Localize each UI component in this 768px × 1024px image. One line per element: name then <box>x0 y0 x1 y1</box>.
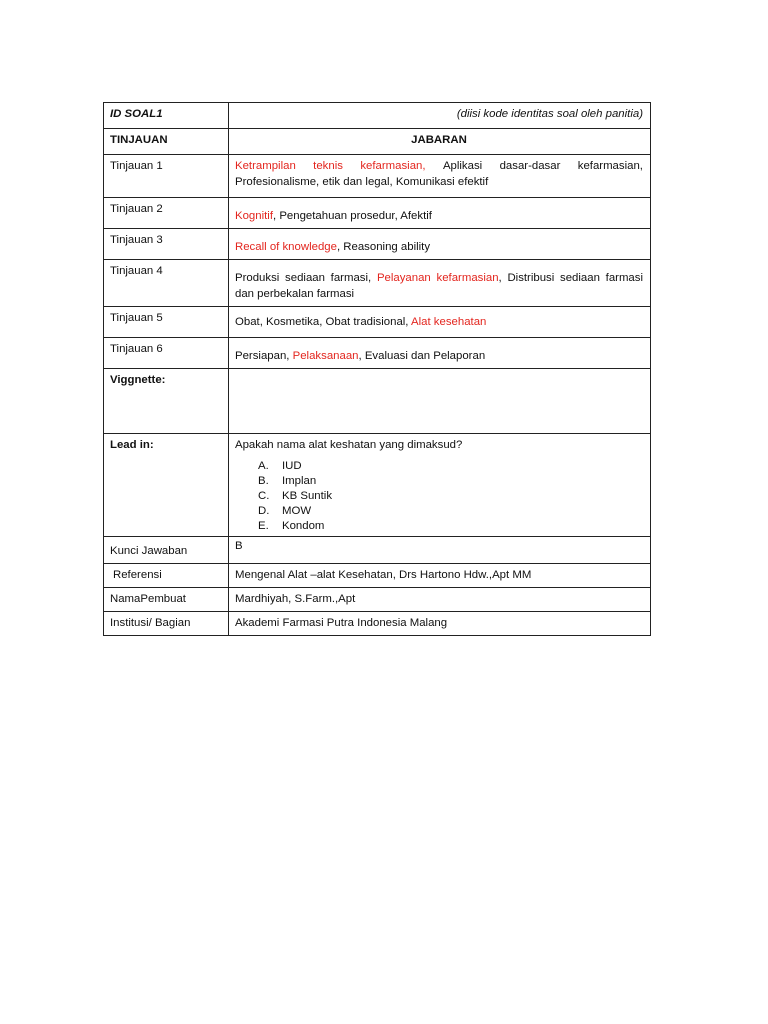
tinjauan-1-word: kefarmasian, <box>360 160 426 172</box>
tinjauan-2-highlight: Kognitif <box>235 210 273 222</box>
tinjauan-3-value <box>229 229 651 260</box>
tinjauan-6-value <box>229 338 651 369</box>
tinjauan-6-pre: Persiapan, <box>235 350 293 362</box>
option-text: Implan <box>282 475 317 487</box>
option-text: Kondom <box>282 520 325 532</box>
tinjauan-1-value <box>229 155 651 198</box>
tinjauan-1-word: Aplikasi <box>442 160 483 172</box>
tinjauan-1-word: dasar-dasar <box>499 160 561 172</box>
id-note: (diisi kode identitas soal oleh panitia) <box>229 103 651 129</box>
option-letter: A. <box>258 460 269 472</box>
tinjauan-4-post: , Distribusi sediaan farmasi dan perbekalan farmasi <box>235 272 643 300</box>
tinjauan-4-label: Tinjauan 4 <box>104 260 229 307</box>
kunci-jawaban-label: Kunci Jawaban <box>104 537 229 564</box>
tinjauan-6-post: , Evaluasi dan Pelaporan <box>358 350 486 362</box>
vignette-value <box>229 369 651 434</box>
tinjauan-5-highlight: Alat kesehatan <box>411 316 487 328</box>
tinjauan-6-highlight: Pelaksanaan <box>292 350 359 362</box>
answer-option <box>258 459 643 474</box>
lead-in-row <box>104 434 651 537</box>
tinjauan-1-word: teknis <box>313 160 343 172</box>
lead-in-label: Lead in: <box>104 434 229 537</box>
option-text: IUD <box>282 460 302 472</box>
option-text: MOW <box>282 505 312 517</box>
option-letter: E. <box>258 520 269 532</box>
institusi-row <box>104 612 651 636</box>
tinjauan-1-word: kefarmasian, <box>577 160 643 172</box>
nama-pembuat-label: NamaPembuat <box>104 588 229 612</box>
tinjauan-5-row <box>104 307 651 338</box>
lead-in-question: Apakah nama alat keshatan yang dimaksud? <box>235 439 463 451</box>
tinjauan-6-label: Tinjauan 6 <box>104 338 229 369</box>
option-letter: D. <box>258 505 270 517</box>
tinjauan-4-row <box>104 260 651 307</box>
id-row <box>104 103 651 129</box>
tinjauan-1-line1 <box>235 158 643 174</box>
tinjauan-1-label: Tinjauan 1 <box>104 155 229 198</box>
tinjauan-2-rest: , Pengetahuan prosedur, Afektif <box>273 210 432 222</box>
kunci-jawaban-value: B <box>229 537 651 564</box>
tinjauan-header: TINJAUAN <box>104 129 229 155</box>
nama-pembuat-row <box>104 588 651 612</box>
institusi-value: Akademi Farmasi Putra Indonesia Malang <box>229 612 651 636</box>
option-letter: B. <box>258 475 269 487</box>
tinjauan-1-word: Ketrampilan <box>235 160 296 172</box>
referensi-value: Mengenal Alat –alat Kesehatan, Drs Hartono Hdw.,Apt MM <box>229 564 651 588</box>
option-letter: C. <box>258 490 270 502</box>
answer-option <box>258 489 643 504</box>
answer-option <box>258 519 643 534</box>
answer-options-list <box>235 459 643 534</box>
referensi-row <box>104 564 651 588</box>
kunci-jawaban-row <box>104 537 651 564</box>
tinjauan-2-value <box>229 198 651 229</box>
tinjauan-2-label: Tinjauan 2 <box>104 198 229 229</box>
header-row <box>104 129 651 155</box>
tinjauan-3-highlight: Recall of knowledge <box>235 241 337 253</box>
tinjauan-5-value <box>229 307 651 338</box>
question-form-table <box>103 102 651 636</box>
tinjauan-3-label: Tinjauan 3 <box>104 229 229 260</box>
id-label: ID SOAL1 <box>104 103 229 129</box>
question-form-sheet <box>103 102 650 636</box>
tinjauan-4-value <box>229 260 651 307</box>
tinjauan-4-highlight: Pelayanan kefarmasian <box>376 272 499 284</box>
tinjauan-2-row <box>104 198 651 229</box>
tinjauan-3-rest: , Reasoning ability <box>336 241 431 253</box>
tinjauan-4-pre: Produksi sediaan farmasi, <box>235 272 377 284</box>
tinjauan-6-row <box>104 338 651 369</box>
lead-in-value <box>229 434 651 537</box>
nama-pembuat-value: Mardhiyah, S.Farm.,Apt <box>229 588 651 612</box>
vignette-row <box>104 369 651 434</box>
tinjauan-1-row <box>104 155 651 198</box>
referensi-label: Referensi <box>104 564 229 588</box>
answer-option <box>258 504 643 519</box>
option-text: KB Suntik <box>282 490 333 502</box>
tinjauan-5-label: Tinjauan 5 <box>104 307 229 338</box>
jabaran-header: JABARAN <box>229 129 651 155</box>
tinjauan-3-row <box>104 229 651 260</box>
vignette-label: Viggnette: <box>104 369 229 434</box>
institusi-label: Institusi/ Bagian <box>104 612 229 636</box>
answer-option <box>258 474 643 489</box>
tinjauan-5-pre: Obat, Kosmetika, Obat tradisional, <box>235 316 412 328</box>
tinjauan-1-line2: Profesionalisme, etik dan legal, Komunikasi efektif <box>235 176 489 188</box>
